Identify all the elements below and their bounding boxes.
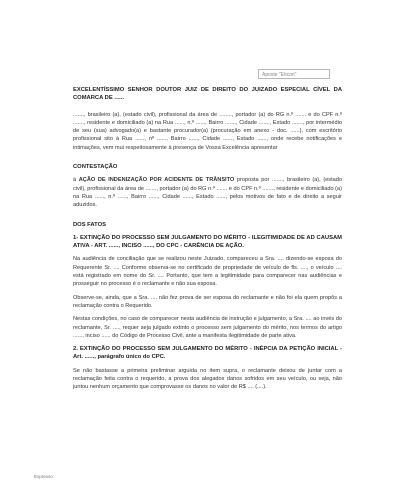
footer-label: Expresso — [34, 474, 53, 479]
fatos-paragraph-3: Nestas condições, no caso de comparecer nesta audiência de instrução e julgamento, a Sra. .... ao invés do reclamante, Sr. ...., requer seja julgado extinto o processo sem julgamento do mérito, nos termos do artigo ......, inciso ...... do Código de Processo Civil, ante a manifesta ilegitimidade de parte ativa. — [73, 316, 342, 339]
fatos-paragraph-2: Observe-se, ainda, que a Sra. .... não fez prova de ser esposa do reclamante e não foi ela quem propôs a reclamação contra o Requerido. — [73, 294, 342, 309]
fatos-paragraph-1: Na audiência de conciliação que se realizou neste Juizado, compareceu a Sra. .... dizendo-se esposa do Requerente Sr. .... Conforme observa-se no certificado de propriedade de veículo de fls. ...., o veículo .... está registrado em nome do Sr. .... Portanto, que tem a legitimidade para comparecer nas audiências e prosseguir no processo é o reclamante e não sua esposa. — [73, 256, 342, 288]
intro-paragraph: ......., brasileiro (a), (estado civil), profissional da área de ........, portador (a) do RG n.º ....... e do CPF n.º ......., residente e domiciliado (a) na Rua ......, n.º ......, Bairro ......., Cidade ......., Estado ......., por intermédio de seu (sua) advogado(a) e bastante procurador(a) (procuração em anexo - doc. ......), com escritório profissional sito à Rua ......, nº ......, Bairro ......, Cidade ......, Estado ......, onde recebe notificações e intimações, vem mui respeitosamente à presença de Vossa Excelência apresentar — [73, 111, 342, 151]
document-title: EXCELENTÍSSIMO SENHOR DOUTOR JUIZ DE DIREITO DO JUIZADO ESPECIAL CÍVEL DA COMARCA DE ...... — [73, 87, 342, 102]
section-1-heading: 1- EXTINÇÃO DO PROCESSO SEM JULGAMENTO DO MÉRITO - ILEGITIMIDADE DE AD CAUSAM ATIVA - ART. ......, INCISO ......, DO CPC - CARÊNCIA DE AÇÃO. — [73, 234, 342, 250]
contestacao-rest: proposta por ......., brasileiro (a), (estado civil), profissional da área de ......., portador (a) do RG n.º ....... e do CPF n.º ......., residente e domiciliado (a) na Rua ......, n.º ......, Bairro ......, Cidade ......, Estado ......, pelos motivos de fato e de direito a seguir aduzidos. — [73, 177, 342, 209]
stamp-label: Aposte "Eticon" — [258, 69, 330, 79]
contestacao-lead: à — [73, 177, 79, 184]
contestacao-heading: CONTESTAÇÃO — [73, 164, 118, 171]
section-2-heading: 2. EXTINÇÃO DO PROCESSO SEM JULGAMENTO DO MÉRITO - INÉPCIA DA PETIÇÃO INICIAL - Art. ......, parágrafo único do CPC. — [73, 346, 342, 361]
fatos-heading: DOS FATOS — [73, 221, 106, 228]
contestacao-bold-text: AÇÃO DE INDENIZAÇÃO POR ACIDENTE DE TRÂNSITO — [78, 177, 235, 184]
fatos-paragraph-4: Se não bastasse a primeira preliminar arguida no item supra, o reclamante deixou de juntar com a reclamação feita contra o requerido, a prova dos alegados danos sofridos em seu veículo, ou seja, não juntou nenhum orçamento que comprovasse os danos no valor de R$ .... (....). — [73, 367, 342, 391]
contestacao-paragraph — [73, 176, 342, 209]
document-body — [73, 86, 342, 392]
